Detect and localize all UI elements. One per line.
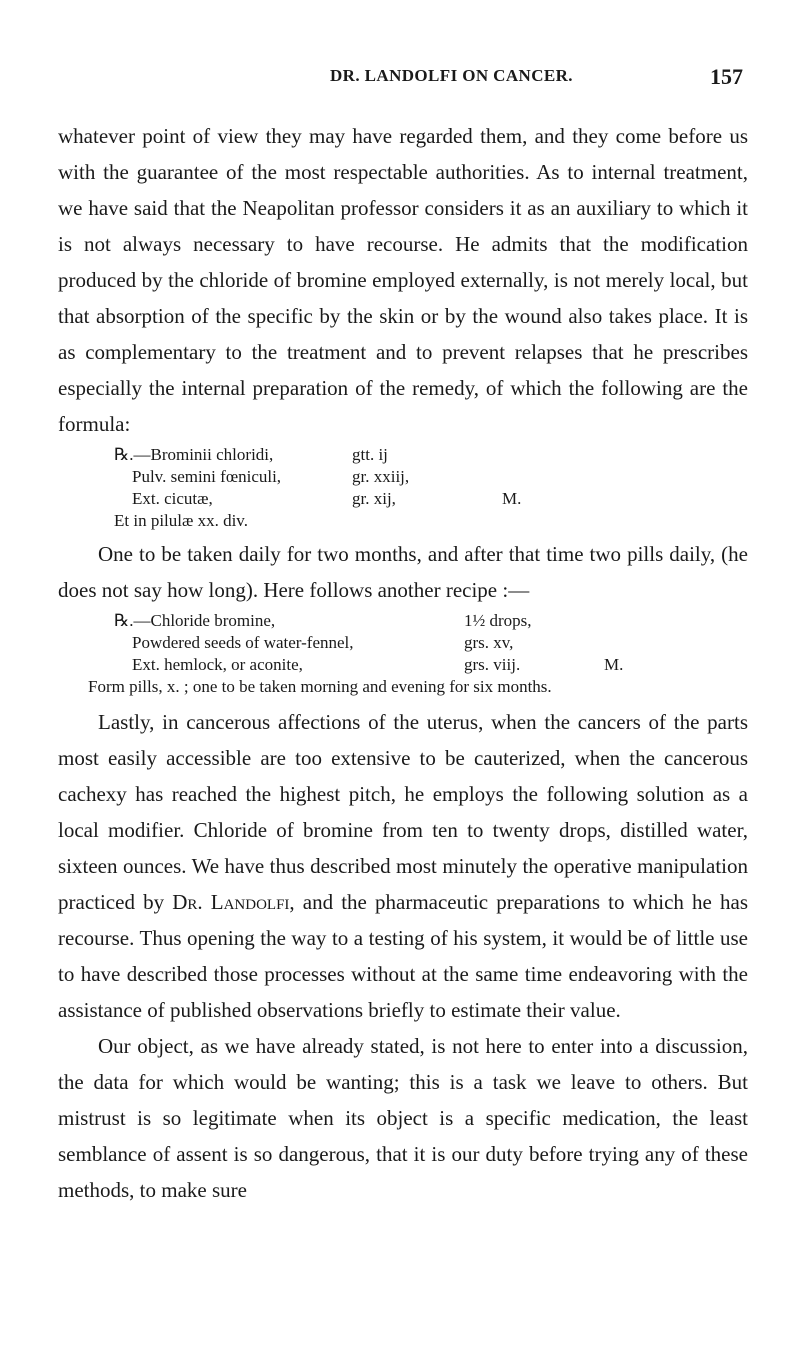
dose: grs. viij. [464,655,521,674]
mark: M. [502,489,522,508]
formula-1 [58,444,748,532]
paragraph-1: whatever point of view they may have regarded them, and they come before us with the guarantee of the most respectable authorities. As to internal treatment, we have said that the Neapolitan professor considers it as an auxiliary to which it is not always necessary to have recourse. He admits that the modification produced by the chloride of bromine employed externally, is not merely local, but that absorption of the specific by the skin or by the wound also takes place. It is as complementary to the treatment and to prevent relapses that he prescribes especially the internal preparation of the remedy, of which the following are the formula: [58,124,748,436]
formula-2-row [58,632,748,654]
paragraph-3-text: Lastly, in cancerous affections of the uterus, when the cancers of the parts most easily accessible are too extensive to be cauterized, when the cancerous cachexy has reached the highest pitch, he employs the following solution as a local modifier. Chloride of bromine from ten to twenty drops, distilled water, sixteen ounces. We have thus described most minutely the operative manipulation practiced by [58,710,748,914]
formula-1-row [58,466,748,488]
formula-2-row [58,654,748,676]
formula-2-row [58,610,748,632]
ingredient: Ext. hemlock, or aconite, [132,655,303,674]
formula-2-note: Form pills, x. ; one to be taken morning and evening for six months. [88,677,552,696]
paragraph-3 [58,704,748,1028]
ingredient: Powdered seeds of water-fennel, [132,633,354,652]
dose: 1½ drops, [464,611,532,630]
formula-1-note-row [58,510,748,532]
dose: gr. xxiij, [352,467,410,486]
page-header [0,64,800,94]
paragraph-4: Our object, as we have already stated, is not here to enter into a discussion, the data for which would be wanting; this is a task we leave to others. But mistrust is so legitimate when its object is a specific medication, the least semblance of assent is so dangerous, that it is our duty before trying any of these methods, to make sure [58,1034,748,1202]
ingredient: Ext. cicutæ, [132,489,213,508]
dose: gr. xij, [352,489,396,508]
mark: M. [604,655,624,674]
dose: grs. xv, [464,633,514,652]
running-head: DR. LANDOLFI ON CANCER. [330,66,573,85]
formula-2 [58,610,748,698]
ingredient: Pulv. semini fœniculi, [132,467,282,486]
ingredient: ℞.—Brominii chloridi, [114,445,274,464]
dose: gtt. ij [352,445,388,464]
ingredient: ℞.—Chloride bromine, [114,611,276,630]
formula-1-row [58,488,748,510]
body-text [58,118,748,1208]
paragraph-2: One to be taken daily for two months, and after that time two pills daily, (he does not say how long). Here follows another recipe :— [58,542,748,602]
author-name: Dr. Landolfi [172,890,290,914]
page-number: 157 [710,64,743,89]
formula-1-row [58,444,748,466]
paragraph-3-continuation: , and the pharmaceutic preparations to which he has recourse. Thus opening the way to a testing of his system, it would be of little use to have described those processes without at the same time endeavoring with the assistance of published observations briefly to estimate their value. [58,890,748,1022]
formula-note: Et in pilulæ xx. div. [114,511,248,530]
